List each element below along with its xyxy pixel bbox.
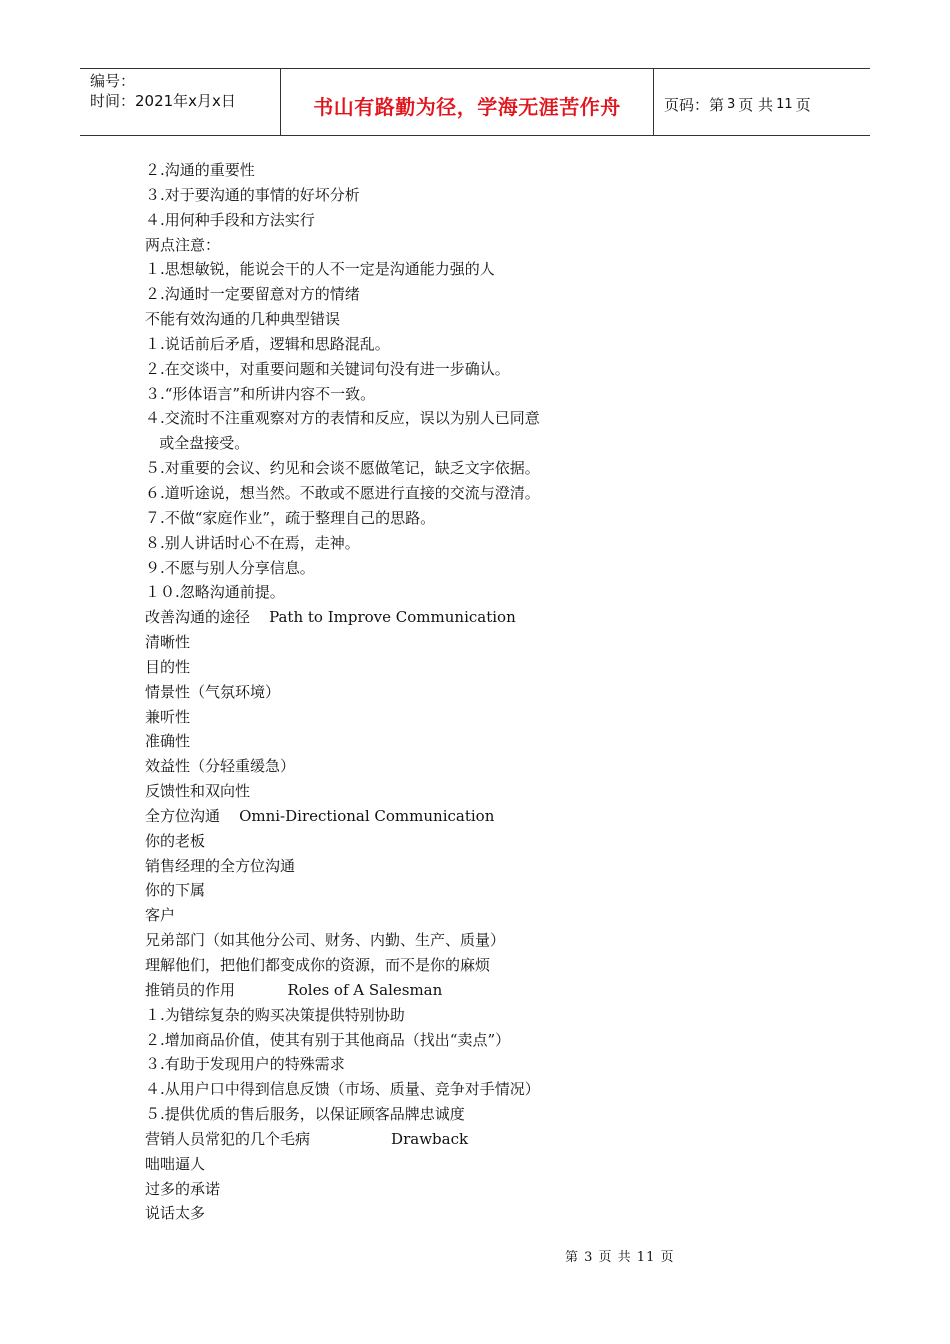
header-motto: 书山有路勤为径，学海无涯苦作舟 — [313, 94, 621, 119]
body-line: ３.有助于发现用户的特殊需求 — [145, 1055, 345, 1074]
header-page-info — [654, 69, 870, 135]
body-line: 兄弟部门（如其他分公司、财务、内勤、生产、质量） — [145, 931, 506, 950]
body-line: ６.道听途说，想当然。不敢或不愿进行直接的交流与澄清。 — [145, 483, 540, 502]
page-header — [80, 68, 870, 136]
body-line: ５.提供优质的售后服务，以保证顾客品牌忠诚度 — [145, 1105, 465, 1124]
body-line: １０.忽略沟通前提。 — [145, 583, 285, 602]
body-line: 咄咄逼人 — [145, 1154, 206, 1173]
body-line: 说话太多 — [145, 1204, 206, 1223]
body-line: 兼听性 — [145, 707, 191, 726]
body-line: ２.在交谈中，对重要问题和关键词句没有进一步确认。 — [145, 359, 510, 378]
body-line: 你的下属 — [145, 881, 206, 900]
body-line: 准确性 — [145, 732, 191, 751]
body-line: 客户 — [145, 906, 176, 925]
body-line: ４.用何种手段和方法实行 — [145, 210, 315, 229]
body-line: ４.交流时不注重观察对方的表情和反应，误以为别人已同意 — [145, 409, 540, 428]
body-line: ４.从用户口中得到信息反馈（市场、质量、竞争对手情况） — [145, 1080, 540, 1099]
document-time: 时间：2021年x月x日 — [90, 92, 236, 110]
body-line: ２.增加商品价值，使其有别于其他商品（找出“卖点”） — [145, 1030, 511, 1049]
body-line: 营销人员常犯的几个毛病 Drawback — [145, 1129, 469, 1148]
body-line: ２.沟通时一定要留意对方的情绪 — [145, 285, 360, 304]
body-line: １.思想敏锐，能说会干的人不一定是沟通能力强的人 — [145, 260, 495, 279]
body-line: １.为错综复杂的购买决策提供特别协助 — [145, 1005, 405, 1024]
body-line: 反馈性和双向性 — [145, 782, 251, 801]
body-line: ８.别人讲话时心不在焉，走神。 — [145, 533, 360, 552]
page-label-prefix: 页码：第 — [664, 95, 725, 114]
body-line: ３.对于要沟通的事情的好坏分析 — [145, 185, 360, 204]
page-current: 3 — [727, 96, 736, 112]
body-line: 销售经理的全方位沟通 — [145, 856, 296, 875]
body-line: 清晰性 — [145, 633, 191, 652]
body-line: １.说话前后矛盾，逻辑和思路混乱。 — [145, 334, 390, 353]
body-line: 或全盘接受。 — [145, 434, 250, 453]
body-line: 情景性（气氛环境） — [145, 682, 281, 701]
body-line: 不能有效沟通的几种典型错误 — [145, 310, 341, 329]
page-label-middle: 页 共 — [738, 95, 774, 114]
body-line: 你的老板 — [145, 831, 206, 850]
body-line: 过多的承诺 — [145, 1179, 221, 1198]
body-line: 目的性 — [145, 657, 191, 676]
body-line: 全方位沟通 Omni-Directional Communication — [145, 806, 495, 825]
body-line: 改善沟通的途径 Path to Improve Communication — [145, 608, 516, 627]
body-line: ９.不愿与别人分享信息。 — [145, 558, 315, 577]
page-total: 11 — [776, 96, 793, 112]
document-number-label: 编号： — [90, 72, 136, 90]
body-line: ５.对重要的会议、约见和会谈不愿做笔记，缺乏文字依据。 — [145, 459, 540, 478]
header-meta — [80, 69, 281, 135]
document-body — [145, 158, 705, 1226]
header-motto-cell — [281, 69, 654, 135]
body-line: 理解他们，把他们都变成你的资源，而不是你的麻烦 — [145, 956, 491, 974]
body-line: 推销员的作用 Roles of A Salesman — [145, 980, 443, 999]
body-line: ７.不做“家庭作业”，疏于整理自己的思路。 — [145, 508, 436, 527]
body-line: ２.沟通的重要性 — [145, 161, 255, 179]
body-line: ３.“形体语言”和所讲内容不一致。 — [145, 384, 376, 403]
page-footer: 第 3 页 共 11 页 — [565, 1250, 675, 1265]
page-label-suffix: 页 — [795, 95, 811, 114]
body-line: 效益性（分轻重缓急） — [145, 757, 296, 776]
body-line: 两点注意： — [145, 235, 221, 254]
